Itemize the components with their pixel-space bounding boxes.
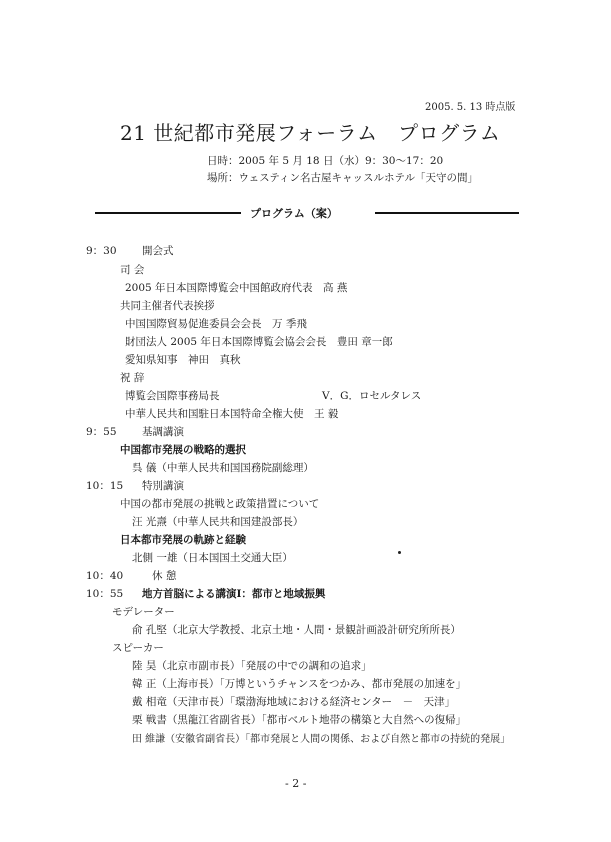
program-label: プログラム（案） bbox=[250, 207, 338, 220]
event-venue: 場所：ウェスティン名古屋キャッスルホテル「天守の間」 bbox=[207, 172, 479, 184]
speakers-heading: スピーカー bbox=[112, 642, 164, 654]
page-number: - 2 - bbox=[285, 777, 307, 790]
version-note: 2005. 5. 13 時点版 bbox=[425, 102, 516, 113]
moderator-heading: モデレーター bbox=[112, 606, 175, 618]
divider-line-left bbox=[95, 212, 241, 214]
divider-line-right bbox=[375, 212, 519, 214]
keynote-speaker: 呉 儀（中華人民共和国国務院副総理） bbox=[132, 462, 314, 474]
opening-time: 9：30 bbox=[86, 245, 117, 257]
document-title: 21 世紀都市発展フォーラム プログラム bbox=[120, 121, 501, 145]
opening-title: 開会式 bbox=[142, 245, 174, 257]
greeting-item: 愛知県知事 神田 真秋 bbox=[125, 354, 241, 366]
event-datetime: 日時：2005 年 5 月 18 日（水）9：30～17：20 bbox=[207, 155, 444, 167]
special-speaker: 北側 一雄（日本国国土交通大臣） bbox=[132, 552, 293, 564]
speaker-item: 戴 相竜（天津市長）「環渤海地域における経済センター － 天津」 bbox=[132, 696, 456, 708]
speaker-item: 田 維謙（安徽省副省長）「都市発展と人間の関係、および自然と都市の持続的発展」 bbox=[132, 734, 511, 745]
break-time: 10：40 bbox=[86, 570, 124, 582]
special-topic: 中国の都市発展の挑戦と政策措置について bbox=[120, 498, 320, 510]
greeting-item: 中国国際貿易促進委員会会長 万 季飛 bbox=[125, 318, 307, 330]
session-title: 地方首脳による講演Ⅰ：都市と地域振興 bbox=[142, 588, 326, 600]
greeting-item: 財団法人 2005 年日本国際博覧会協会会長 豊田 章一郎 bbox=[125, 336, 393, 348]
congrats-item: 中華人民共和国駐日本国特命全権大使 王 毅 bbox=[125, 408, 339, 420]
congrats-role: 博覧会国際事務局長 bbox=[125, 390, 220, 402]
mc-heading: 司 会 bbox=[120, 264, 145, 276]
session-time: 10：55 bbox=[86, 588, 124, 600]
speaker-item: 陸 昊（北京市副市長）「発展の中での調和の追求」 bbox=[132, 660, 372, 672]
break-title: 休 憩 bbox=[152, 570, 177, 582]
special-title: 特別講演 bbox=[142, 480, 184, 492]
congrats-name: V．G．ロセルタレス bbox=[322, 390, 422, 402]
special-time: 10：15 bbox=[86, 480, 124, 492]
keynote-title: 基調講演 bbox=[142, 426, 184, 438]
keynote-time: 9：55 bbox=[86, 426, 117, 438]
speaker-item: 韓 正（上海市長）「万博というチャンスをつかみ、都市発展の加速を」 bbox=[132, 678, 467, 690]
special-topic: 日本都市発展の軌跡と経験 bbox=[120, 534, 246, 546]
mc-name: 2005 年日本国際博覧会中国館政府代表 高 燕 bbox=[125, 282, 348, 294]
congrats-heading: 祝 辞 bbox=[120, 372, 145, 384]
speck-mark bbox=[398, 551, 401, 554]
greeting-heading: 共同主催者代表挨拶 bbox=[120, 300, 215, 312]
keynote-topic: 中国都市発展の戦略的選択 bbox=[120, 444, 246, 456]
moderator-name: 俞 孔堅（北京大学教授、北京土地・人間・景観計画設計研究所所長） bbox=[132, 624, 461, 636]
special-speaker: 汪 光燾（中華人民共和国建設部長） bbox=[132, 516, 304, 528]
speaker-item: 栗 戦書（黒龍江省副省長）「都市ベルト地帯の構築と大自然への復帰」 bbox=[132, 714, 467, 726]
